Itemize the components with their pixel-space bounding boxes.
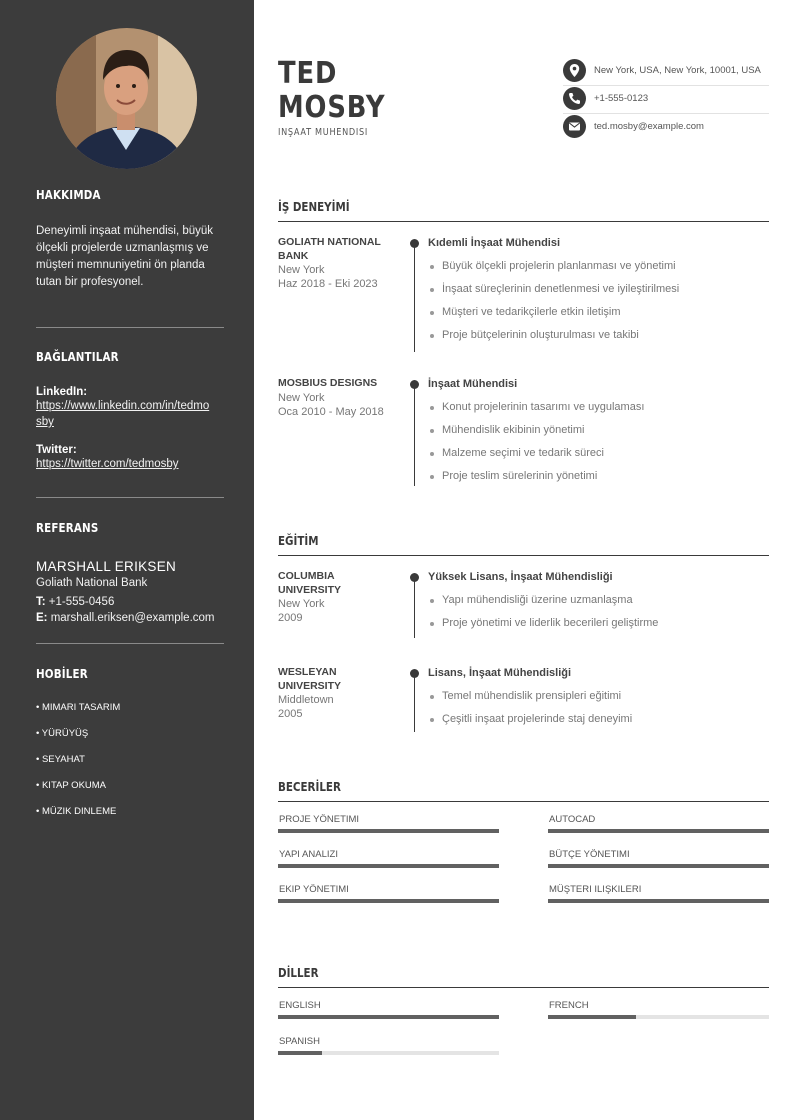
- skill-bar-fill: [278, 829, 499, 833]
- experience-heading-text: İŞ DENEYİMİ: [278, 200, 350, 214]
- skill-item: [278, 848, 499, 868]
- bullet-item: Yapı mühendisliği üzerine uzmanlaşma: [428, 589, 768, 612]
- education-heading: [278, 532, 769, 556]
- reference-phone-line: [36, 594, 224, 610]
- reference-phone-label: T:: [36, 596, 46, 608]
- skill-bar-fill: [548, 899, 769, 903]
- entry-role: Kıdemli İnşaat Mühendisi: [428, 237, 561, 249]
- timeline-line: [414, 383, 415, 486]
- skill-name: PROJE YÖNETIMI: [279, 814, 360, 825]
- skill-name: MÜŞTERI ILIŞKILERI: [549, 884, 642, 895]
- entry-bullets: [428, 589, 768, 635]
- timeline-line: [414, 242, 415, 352]
- reference-section: [36, 521, 224, 626]
- bullet-item: İnşaat süreçlerinin denetlenmesi ve iyileştirilmesi: [428, 278, 768, 301]
- bullet-item: Müşteri ve tedarikçilerle etkin iletişim: [428, 301, 768, 324]
- reference-name: MARSHALL ERIKSEN: [36, 559, 177, 574]
- divider: [36, 643, 224, 644]
- divider: [36, 497, 224, 498]
- language-bar-fill: [548, 1015, 636, 1019]
- hobby-item: • SEYAHAT: [36, 754, 85, 765]
- entry-org: [278, 570, 378, 625]
- entry-org: [278, 236, 396, 291]
- linkedin-label: LinkedIn:: [36, 386, 88, 398]
- skills-heading-text: BECERİLER: [278, 780, 341, 794]
- entry-dates: Oca 2010 - May 2018: [278, 405, 384, 418]
- contact-phone: [563, 86, 769, 114]
- language-item: [278, 1035, 499, 1055]
- timeline-line: [414, 672, 415, 732]
- entry-org: [278, 666, 378, 721]
- reference-email-label: E:: [36, 612, 48, 624]
- experience-entry: [278, 236, 769, 368]
- timeline-dot: [410, 239, 419, 248]
- contact-email-text: ted.mosby@example.com: [594, 121, 704, 132]
- skill-name: AUTOCAD: [549, 814, 596, 825]
- skill-bar: [278, 829, 499, 833]
- hobby-item: • MIMARI TASARIM: [36, 702, 121, 713]
- divider: [36, 327, 224, 328]
- contact-address: [563, 58, 769, 86]
- skill-name: BÜTÇE YÖNETIMI: [549, 849, 630, 860]
- bullet-item: Büyük ölçekli projelerin planlanması ve yönetimi: [428, 255, 768, 278]
- bullet-item: Proje teslim sürelerinin yönetimi: [428, 465, 768, 488]
- twitter-link-block: [36, 444, 224, 472]
- timeline-dot: [410, 573, 419, 582]
- about-text: Deneyimli inşaat mühendisi, büyük ölçekli projelerde uzmanlaşmış ve müşteri memnuniyetini ön planda tutan bir profesyonel.: [36, 225, 214, 288]
- skill-name: YAPI ANALIZI: [279, 849, 338, 860]
- skill-bar-fill: [548, 829, 769, 833]
- entry-location: New York: [278, 391, 325, 404]
- job-title: İNŞAAT MÜHENDİSİ: [278, 127, 368, 138]
- entry-bullets: [428, 396, 768, 488]
- bullet-item: Mühendislik ekibinin yönetimi: [428, 419, 768, 442]
- skill-bar: [278, 864, 499, 868]
- skill-bar-fill: [278, 899, 499, 903]
- twitter-url[interactable]: https://twitter.com/tedmosby: [36, 458, 179, 470]
- entry-role: Lisans, İnşaat Mühendisliği: [428, 667, 572, 679]
- contact-phone-text: +1-555-0123: [594, 93, 649, 104]
- entry-dates: 2005: [278, 708, 303, 720]
- entry-dates: 2009: [278, 612, 303, 624]
- languages-heading-text: DİLLER: [278, 966, 319, 980]
- education-entry: [278, 666, 769, 736]
- linkedin-url[interactable]: https://www.linkedin.com/in/tedmosby: [36, 400, 210, 428]
- bullet-item: Proje bütçelerinin oluşturulması ve takibi: [428, 324, 768, 347]
- entry-role: İnşaat Mühendisi: [428, 378, 518, 390]
- skill-bar-fill: [548, 864, 769, 868]
- entry-org-name: WESLEYAN UNIVERSITY: [278, 666, 342, 692]
- bullet-item: Proje yönetimi ve liderlik becerileri geliştirme: [428, 612, 768, 635]
- about-section: [36, 188, 224, 291]
- languages-heading: [278, 964, 769, 988]
- reference-phone: +1-555-0456: [48, 596, 115, 608]
- hobbies-section: [36, 667, 224, 831]
- skill-name: EKIP YÖNETIMI: [279, 884, 349, 895]
- language-item: [548, 999, 769, 1019]
- skill-bar: [548, 829, 769, 833]
- entry-org-name: GOLIATH NATIONAL BANK: [278, 236, 381, 262]
- links-section: [36, 350, 224, 472]
- bullet-item: Malzeme seçimi ve tedarik süreci: [428, 442, 768, 465]
- education-heading-text: EĞİTİM: [278, 534, 319, 548]
- education-entry: [278, 570, 769, 660]
- entry-body: [428, 666, 768, 731]
- email-icon: [563, 115, 586, 138]
- entry-bullets: [428, 685, 768, 731]
- contact-email: [563, 114, 769, 142]
- language-name: ENGLISH: [279, 1000, 321, 1011]
- bullet-item: Konut projelerinin tasarımı ve uygulaması: [428, 396, 768, 419]
- entry-org: [278, 377, 396, 419]
- last-name: MOSBY: [278, 90, 386, 125]
- entry-location: Middletown: [278, 694, 334, 706]
- hobby-item: • MÜZIK DINLEME: [36, 806, 117, 817]
- entry-bullets: [428, 255, 768, 347]
- reference-email: marshall.eriksen@example.com: [50, 612, 215, 624]
- bullet-item: Temel mühendislik prensipleri eğitimi: [428, 685, 768, 708]
- language-bar: [548, 1015, 769, 1019]
- hobby-item: • YÜRÜYÜŞ: [36, 728, 89, 739]
- entry-org-name: MOSBIUS DESIGNS: [278, 377, 378, 389]
- language-name: FRENCH: [549, 1000, 589, 1011]
- skills-heading: [278, 778, 769, 802]
- skill-bar: [278, 899, 499, 903]
- hobby-item: • KITAP OKUMA: [36, 780, 107, 791]
- timeline-dot: [410, 380, 419, 389]
- skill-bar-fill: [278, 864, 499, 868]
- entry-org-name: COLUMBIA UNIVERSITY: [278, 570, 342, 596]
- experience-entry: [278, 377, 769, 489]
- twitter-label: Twitter:: [36, 444, 77, 456]
- skill-item: [548, 813, 769, 833]
- timeline-dot: [410, 669, 419, 678]
- reference-email-line: [36, 610, 224, 626]
- first-name: TED: [278, 56, 338, 91]
- language-bar: [278, 1015, 499, 1019]
- entry-role: Yüksek Lisans, İnşaat Mühendisliği: [428, 571, 613, 583]
- entry-body: [428, 236, 768, 347]
- skill-bar: [548, 864, 769, 868]
- language-bar-fill: [278, 1015, 499, 1019]
- entry-body: [428, 377, 768, 488]
- skill-item: [278, 883, 499, 903]
- hobbies-heading: HOBİLER: [36, 667, 88, 681]
- skill-item: [548, 848, 769, 868]
- reference-company: Goliath National Bank: [36, 577, 148, 589]
- language-bar-fill: [278, 1051, 322, 1055]
- entry-dates: Haz 2018 - Eki 2023: [278, 278, 378, 290]
- profile-photo: [56, 28, 197, 169]
- reference-heading: REFERANS: [36, 521, 99, 535]
- skill-item: [548, 883, 769, 903]
- links-heading: BAĞLANTILAR: [36, 350, 119, 364]
- location-pin-icon: [563, 59, 586, 82]
- contact-address-text: New York, USA, New York, 10001, USA: [594, 65, 761, 76]
- about-heading: HAKKIMDA: [36, 188, 101, 202]
- language-item: [278, 999, 499, 1019]
- timeline-line: [414, 576, 415, 638]
- experience-heading: [278, 198, 769, 222]
- phone-icon: [563, 87, 586, 110]
- bullet-item: Çeşitli inşaat projelerinde staj deneyimi: [428, 708, 768, 731]
- skill-item: [278, 813, 499, 833]
- contact-list: [563, 58, 769, 142]
- entry-body: [428, 570, 768, 635]
- name-block: [278, 57, 403, 138]
- linkedin-link-block: [36, 386, 224, 430]
- entry-location: New York: [278, 598, 325, 610]
- sidebar: [0, 0, 254, 1120]
- language-name: SPANISH: [279, 1036, 321, 1047]
- entry-location: New York: [278, 264, 325, 276]
- skill-bar: [548, 899, 769, 903]
- language-bar: [278, 1051, 499, 1055]
